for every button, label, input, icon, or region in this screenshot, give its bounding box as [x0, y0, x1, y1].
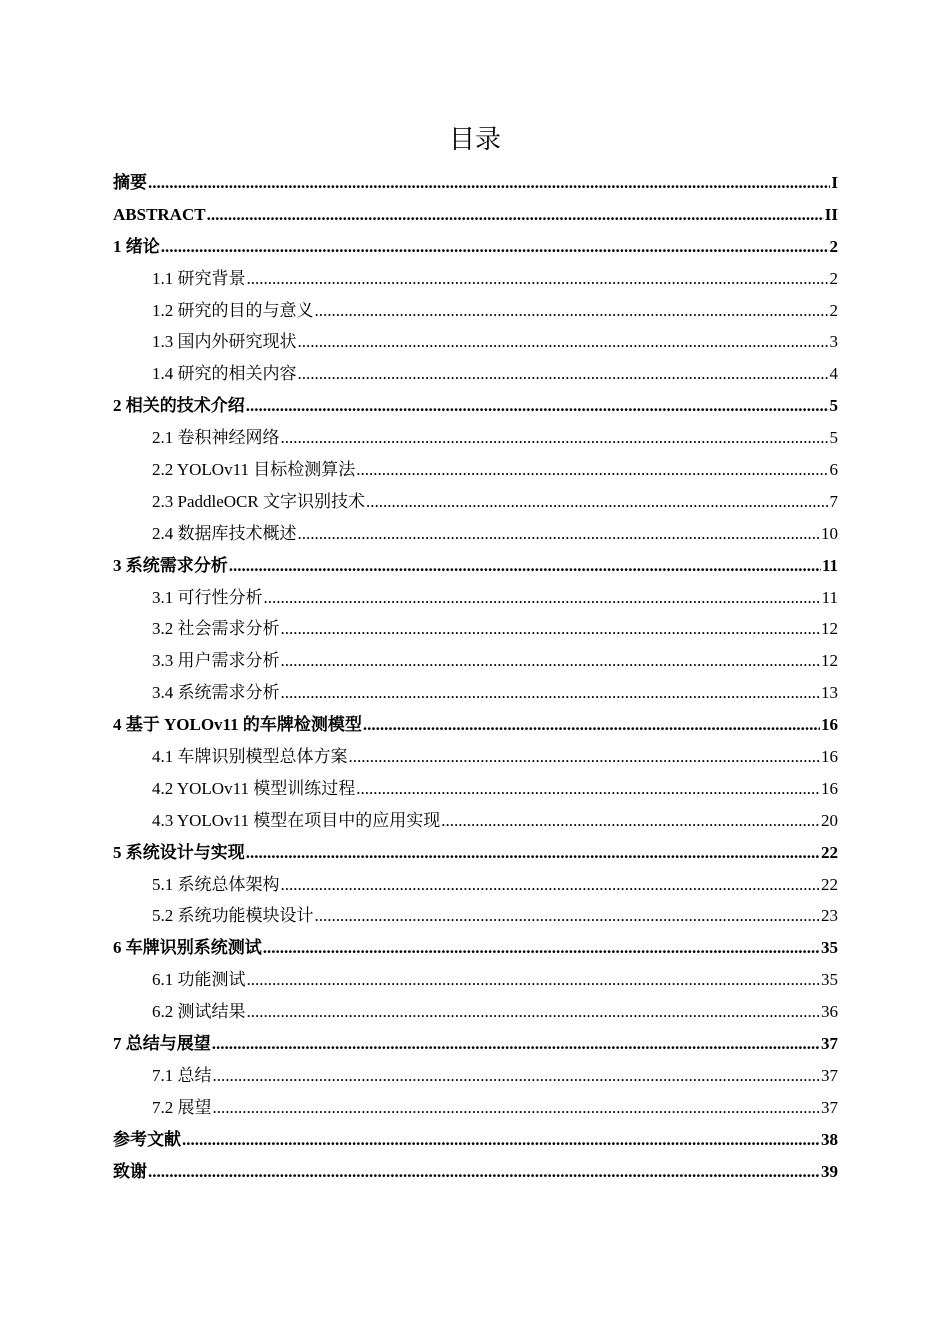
toc-entry-label: 5.2 系统功能模块设计 — [152, 906, 314, 926]
toc-dot-leader — [247, 964, 821, 996]
toc-entry-label: 1.2 研究的目的与意义 — [152, 300, 314, 320]
toc-entry-label: 2 相关的技术介绍 — [113, 396, 245, 416]
page-title: 目录 — [448, 125, 501, 155]
toc-entry-label: 1.4 研究的相关内容 — [152, 364, 297, 384]
toc-entry-label: 3 系统需求分析 — [113, 555, 228, 575]
toc-dot-leader — [298, 518, 821, 550]
toc-page-number: 16 — [821, 747, 838, 767]
toc-page-number: 37 — [821, 1034, 838, 1054]
toc-chapter-entry[interactable] — [113, 167, 838, 199]
toc-page-number: 2 — [829, 236, 838, 256]
toc-dot-leader — [298, 358, 829, 390]
toc-entry-label: 6.2 测试结果 — [152, 1002, 246, 1022]
toc-dot-leader — [246, 390, 829, 422]
toc-dot-leader — [148, 167, 830, 199]
toc-section-entry[interactable] — [113, 1060, 838, 1092]
toc-chapter-entry[interactable] — [113, 231, 838, 263]
toc-dot-leader — [213, 1060, 821, 1092]
toc-page-number: 12 — [821, 651, 838, 671]
toc-page-number: 23 — [821, 906, 838, 926]
toc-page-number: 2 — [829, 300, 838, 320]
toc-entry-label: 5.1 系统总体架构 — [152, 874, 280, 894]
toc-chapter-entry[interactable] — [113, 390, 838, 422]
toc-chapter-entry[interactable] — [113, 837, 838, 869]
toc-dot-leader — [315, 295, 829, 327]
toc-chapter-entry[interactable] — [113, 1124, 838, 1156]
toc-dot-leader — [356, 773, 820, 805]
toc-page-number: 5 — [829, 428, 838, 448]
toc-page-number: 16 — [821, 715, 838, 735]
toc-page-number: 16 — [821, 778, 838, 798]
table-of-contents — [113, 167, 838, 1188]
toc-dot-leader — [356, 454, 828, 486]
toc-page-number: 2 — [829, 268, 838, 288]
toc-page-number: 4 — [829, 364, 838, 384]
toc-dot-leader — [363, 709, 820, 741]
toc-dot-leader — [349, 741, 821, 773]
toc-dot-leader — [246, 837, 820, 869]
toc-page-number: I — [831, 173, 838, 192]
toc-dot-leader — [298, 326, 829, 358]
toc-dot-leader — [366, 486, 829, 518]
toc-dot-leader — [182, 1124, 820, 1156]
toc-dot-leader — [229, 550, 821, 582]
toc-page-number: 35 — [821, 970, 838, 990]
toc-section-entry[interactable] — [113, 358, 838, 390]
toc-dot-leader — [247, 263, 829, 295]
toc-page-number: 39 — [821, 1161, 838, 1181]
toc-entry-label: 7 总结与展望 — [113, 1034, 211, 1054]
toc-page-number: 5 — [829, 396, 838, 416]
toc-page-number: 22 — [821, 842, 838, 862]
toc-dot-leader — [315, 900, 821, 932]
toc-chapter-entry[interactable] — [113, 550, 838, 582]
toc-section-entry[interactable] — [113, 582, 838, 614]
toc-dot-leader — [281, 613, 821, 645]
toc-section-entry[interactable] — [113, 677, 838, 709]
toc-chapter-entry[interactable] — [113, 199, 838, 231]
toc-page-number: 3 — [829, 332, 838, 352]
toc-dot-leader — [281, 422, 829, 454]
toc-entry-label: 3.3 用户需求分析 — [152, 651, 280, 671]
toc-page-number: II — [824, 204, 838, 224]
toc-chapter-entry[interactable] — [113, 709, 838, 741]
toc-section-entry[interactable] — [113, 263, 838, 295]
toc-entry-label: 1.1 研究背景 — [152, 268, 246, 288]
toc-chapter-entry[interactable] — [113, 1156, 838, 1188]
toc-entry-label: 7.2 展望 — [152, 1097, 212, 1117]
toc-chapter-entry[interactable] — [113, 1028, 838, 1060]
toc-entry-label: ABSTRACT — [113, 204, 206, 224]
toc-dot-leader — [148, 1156, 820, 1188]
toc-page-number: 35 — [821, 938, 838, 958]
toc-section-entry[interactable] — [113, 295, 838, 327]
toc-entry-label: 致谢 — [113, 1161, 147, 1181]
toc-section-entry[interactable] — [113, 869, 838, 901]
toc-entry-label: 1.3 国内外研究现状 — [152, 332, 297, 352]
toc-page-number: 37 — [821, 1097, 838, 1117]
toc-section-entry[interactable] — [113, 964, 838, 996]
toc-page-number: 12 — [821, 619, 838, 639]
toc-section-entry[interactable] — [113, 900, 838, 932]
toc-entry-label: 3.1 可行性分析 — [152, 587, 263, 607]
toc-section-entry[interactable] — [113, 326, 838, 358]
toc-dot-leader — [281, 645, 821, 677]
toc-page-number: 22 — [821, 874, 838, 894]
toc-section-entry[interactable] — [113, 773, 838, 805]
toc-entry-label: 摘要 — [113, 173, 147, 192]
toc-dot-leader — [441, 805, 820, 837]
toc-dot-leader — [247, 996, 821, 1028]
toc-dot-leader — [281, 869, 821, 901]
toc-section-entry[interactable] — [113, 1092, 838, 1124]
toc-entry-label: 2.2 YOLOv11 目标检测算法 — [152, 460, 356, 480]
toc-entry-label: 3.2 社会需求分析 — [152, 619, 280, 639]
toc-entry-label: 4.1 车牌识别模型总体方案 — [152, 747, 348, 767]
toc-entry-label: 3.4 系统需求分析 — [152, 683, 280, 703]
toc-entry-label: 6.1 功能测试 — [152, 970, 246, 990]
toc-section-entry[interactable] — [113, 486, 838, 518]
toc-dot-leader — [212, 1028, 820, 1060]
toc-entry-label: 2.3 PaddleOCR 文字识别技术 — [152, 491, 365, 511]
toc-page-number: 13 — [821, 683, 838, 703]
toc-section-entry[interactable] — [113, 996, 838, 1028]
toc-dot-leader — [263, 932, 820, 964]
toc-section-entry[interactable] — [113, 454, 838, 486]
toc-page-number: 10 — [821, 523, 838, 543]
toc-page-number: 7 — [829, 491, 838, 511]
toc-dot-leader — [161, 231, 829, 263]
toc-entry-label: 4.3 YOLOv11 模型在项目中的应用实现 — [152, 810, 441, 830]
toc-page-number: 11 — [821, 555, 838, 575]
toc-section-entry[interactable] — [113, 741, 838, 773]
toc-dot-leader — [213, 1092, 821, 1124]
toc-entry-label: 5 系统设计与实现 — [113, 842, 245, 862]
toc-section-entry[interactable] — [113, 518, 838, 550]
toc-dot-leader — [281, 677, 821, 709]
toc-page-number: 37 — [821, 1065, 838, 1085]
toc-chapter-entry[interactable] — [113, 932, 838, 964]
toc-page-number: 20 — [821, 810, 838, 830]
toc-entry-label: 1 绪论 — [113, 236, 160, 256]
toc-entry-label: 参考文献 — [113, 1129, 181, 1149]
toc-entry-label: 4 基于 YOLOv11 的车牌检测模型 — [113, 715, 362, 735]
toc-entry-label: 6 车牌识别系统测试 — [113, 938, 262, 958]
toc-page-number: 38 — [821, 1129, 838, 1149]
toc-entry-label: 7.1 总结 — [152, 1065, 212, 1085]
toc-section-entry[interactable] — [113, 422, 838, 454]
toc-page-number: 11 — [821, 587, 838, 607]
toc-dot-leader — [264, 582, 821, 614]
toc-section-entry[interactable] — [113, 613, 838, 645]
toc-section-entry[interactable] — [113, 805, 838, 837]
toc-entry-label: 4.2 YOLOv11 模型训练过程 — [152, 778, 356, 798]
toc-entry-label: 2.1 卷积神经网络 — [152, 428, 280, 448]
toc-page-number: 36 — [821, 1002, 838, 1022]
toc-entry-label: 2.4 数据库技术概述 — [152, 523, 297, 543]
toc-page-number: 6 — [829, 460, 838, 480]
toc-dot-leader — [207, 199, 824, 231]
toc-section-entry[interactable] — [113, 645, 838, 677]
